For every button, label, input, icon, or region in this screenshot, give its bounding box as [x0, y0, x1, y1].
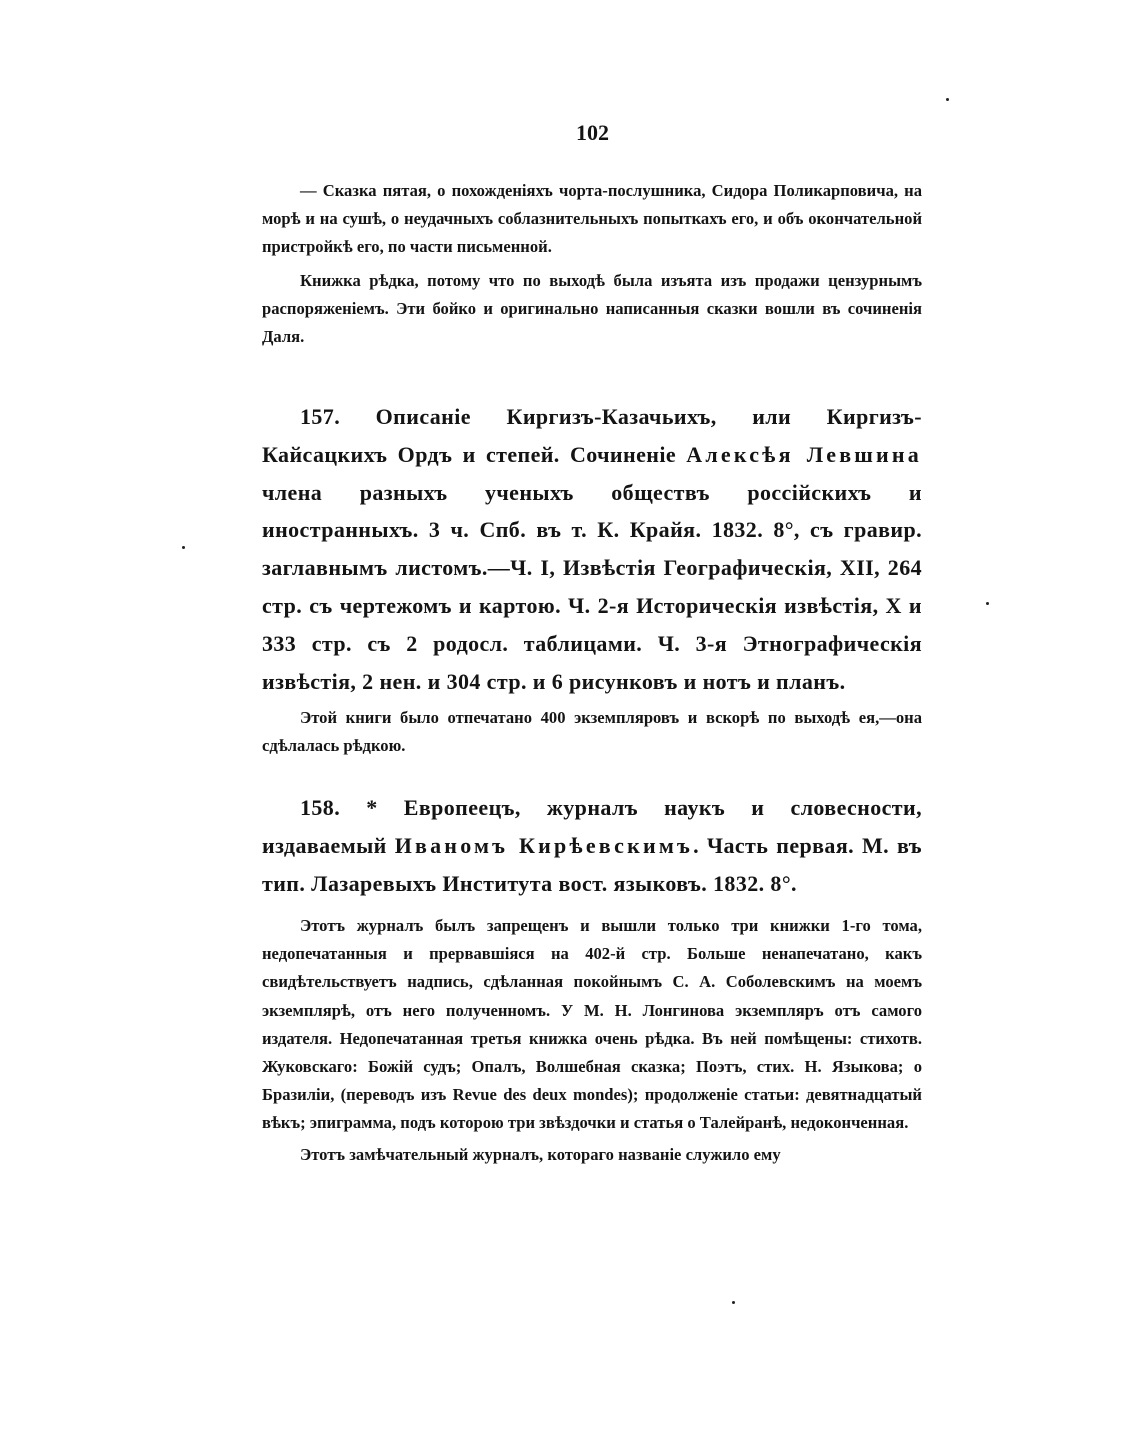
entry-158-author: Иваномъ Кирѣевскимъ [394, 832, 694, 858]
entry-158-text-after-author: . Часть первая. М. въ тип. Лазаревыхъ Института вост. языковъ. 1832. 8°. [262, 832, 922, 896]
entry-158-notes [262, 912, 922, 1169]
scan-speck [986, 602, 989, 605]
entry-157-author: Алексѣя Левшина [686, 441, 922, 467]
entry-157-note-block [262, 704, 922, 760]
entry-158 [262, 789, 922, 902]
entry-158-note-2: Этотъ замѣчательный журналъ, котораго названiе служило ему [300, 1144, 781, 1164]
scan-speck [732, 1301, 735, 1304]
entry-157-note: Этой книги было отпечатано 400 экземпляровъ и вскорѣ по выходѣ ея,—она сдѣлалась рѣдкою. [262, 708, 922, 756]
entry-157-text-before-author: 157. Описанiе Киргизъ-Казачьихъ, или Киргизъ-Кайсацкихъ Ордъ и степей. Сочиненiе [262, 404, 922, 467]
scan-speck [946, 98, 949, 101]
entry-157-title [262, 398, 922, 700]
story-title-paragraph: — Сказка пятая, о похожденiяхъ чорта-послушника, Сидора Поликарповича, на морѣ и на сушѣ, о неудачныхъ соблазнительныхъ попыткахъ его, и объ окончательной пристройкѣ его, по части письменной. [262, 181, 922, 257]
rarity-note: Книжка рѣдка, потому что по выходѣ была изъята изъ продажи цензурнымъ распоряженiемъ. Эти бойко и оригинально написанныя сказки вошли въ сочиненiя Даля. [262, 270, 922, 347]
entry-158-text-before-author: 158. * Европеецъ, журналъ наукъ и словесности, издаваемый [262, 795, 922, 858]
scan-speck [182, 546, 185, 549]
entry-156-continuation [262, 177, 922, 351]
entry-157 [262, 398, 922, 700]
entry-158-note-1: Этотъ журналъ былъ запрещенъ и вышли только три книжки 1-го тома, недопечатанныя и прервавшiяся на 402-й стр. Больше ненапечатано, какъ свидѣтельствуетъ надпись, сдѣланная покойнымъ С. А. Соболевскимъ на моемъ экземплярѣ, отъ него полученномъ. У М. Н. Лонгинова экземпляръ отъ самого издателя. Недопечатанная третья книжка очень рѣдка. Въ ней помѣщены: стихотв. Жуковскаго: Божiй судъ; Опалъ, Волшебная сказка; Поэтъ, стих. Н. Языкова; о Бразилiи, (переводъ изъ Revue des deux mondes); продолженiе статьи: девятнадцатый вѣкъ; эпиграмма, подъ которою три звѣздочки и статья о Талейранѣ, недоконченная. [262, 916, 922, 1133]
entry-158-title [262, 789, 922, 902]
entry-157-text-after-author: члена разныхъ ученыхъ обществъ россiйскихъ и иностранныхъ. 3 ч. Спб. въ т. К. Крайя. 1832. 8°, съ гравир. заглавнымъ листомъ.—Ч. I, Извѣстiя Географическiя, XII, 264 стр. съ чертежомъ и картою. Ч. 2-я Историческiя извѣстiя, X и 333 стр. съ 2 родосл. таблицами. Ч. 3-я Этнографическiя извѣстiя, 2 нен. и 304 стр. и 6 рисунковъ и нотъ и планъ. [262, 479, 922, 694]
page-number: 102 [576, 120, 609, 145]
